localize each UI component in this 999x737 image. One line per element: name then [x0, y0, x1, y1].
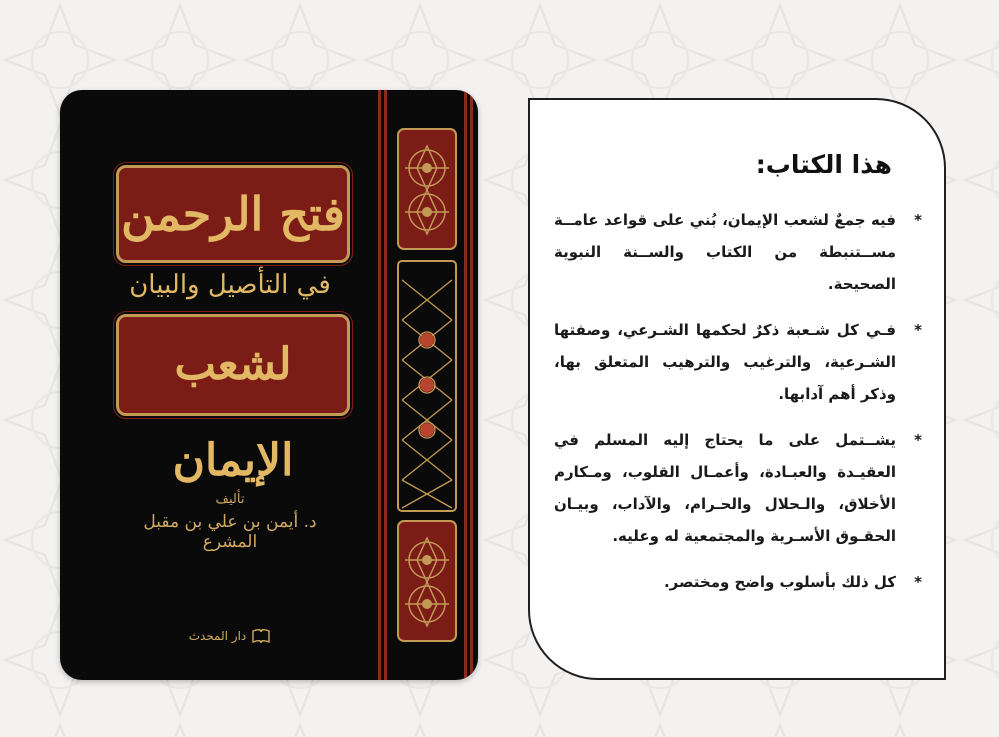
list-item — [554, 204, 922, 300]
publisher-logo — [180, 625, 280, 647]
spine-ornament-top — [397, 128, 457, 250]
spine-border — [470, 90, 473, 680]
asterisk-icon: * — [914, 573, 922, 591]
spine-border — [384, 90, 387, 680]
asterisk-icon: * — [914, 321, 922, 339]
list-item-text: يشــتمل على ما يحتاج إليه المسلم في العقيـدة والعبـادة، وأعمـال القلوب، ومـكارم الأخلاق، والـحلال والحـرام، والآداب، وبيـان الحقـوق الأسـرية والمجتمعية له وعليه. — [554, 431, 896, 545]
feature-list — [554, 204, 922, 612]
list-item-text: كل ذلك بأسلوب واضح ومختصر. — [663, 573, 896, 591]
book-title-bottom: لشعب الإيمان — [116, 314, 350, 416]
author-label: تأليف — [215, 492, 245, 507]
author-name: د. أيمن بن علي بن مقبل المشرع — [143, 512, 317, 552]
book-title-top: فتح الرحمن — [116, 165, 350, 263]
spine-ornament-bottom — [397, 520, 457, 642]
asterisk-icon: * — [914, 211, 922, 229]
book-icon — [251, 628, 271, 644]
list-item-text: فـي كل شـعبة ذكرٌ لحكمها الشـرعي، وصفتها الشـرعية، والترغيب والترهيب المتعلق بها، وذكر أهم آدابها. — [554, 321, 896, 403]
spine-ornament-middle — [397, 260, 457, 512]
book-subtitle: في التأصيل والبيان — [129, 270, 331, 300]
description-card — [528, 98, 946, 680]
list-item — [554, 566, 922, 598]
book-cover — [60, 90, 478, 680]
spine-border — [464, 90, 467, 680]
asterisk-icon: * — [914, 431, 922, 449]
list-item — [554, 314, 922, 410]
list-item — [554, 424, 922, 552]
list-item-text: فيه جمعٌ لشعب الإيمان، بُني على قواعد عامــة مســتنبطة من الكتاب والســنة النبوية الصحيحة. — [554, 211, 896, 293]
spine-border — [378, 90, 381, 680]
card-title: هذا الكتاب: — [755, 150, 892, 179]
publisher-name: دار المحدث — [188, 629, 247, 643]
